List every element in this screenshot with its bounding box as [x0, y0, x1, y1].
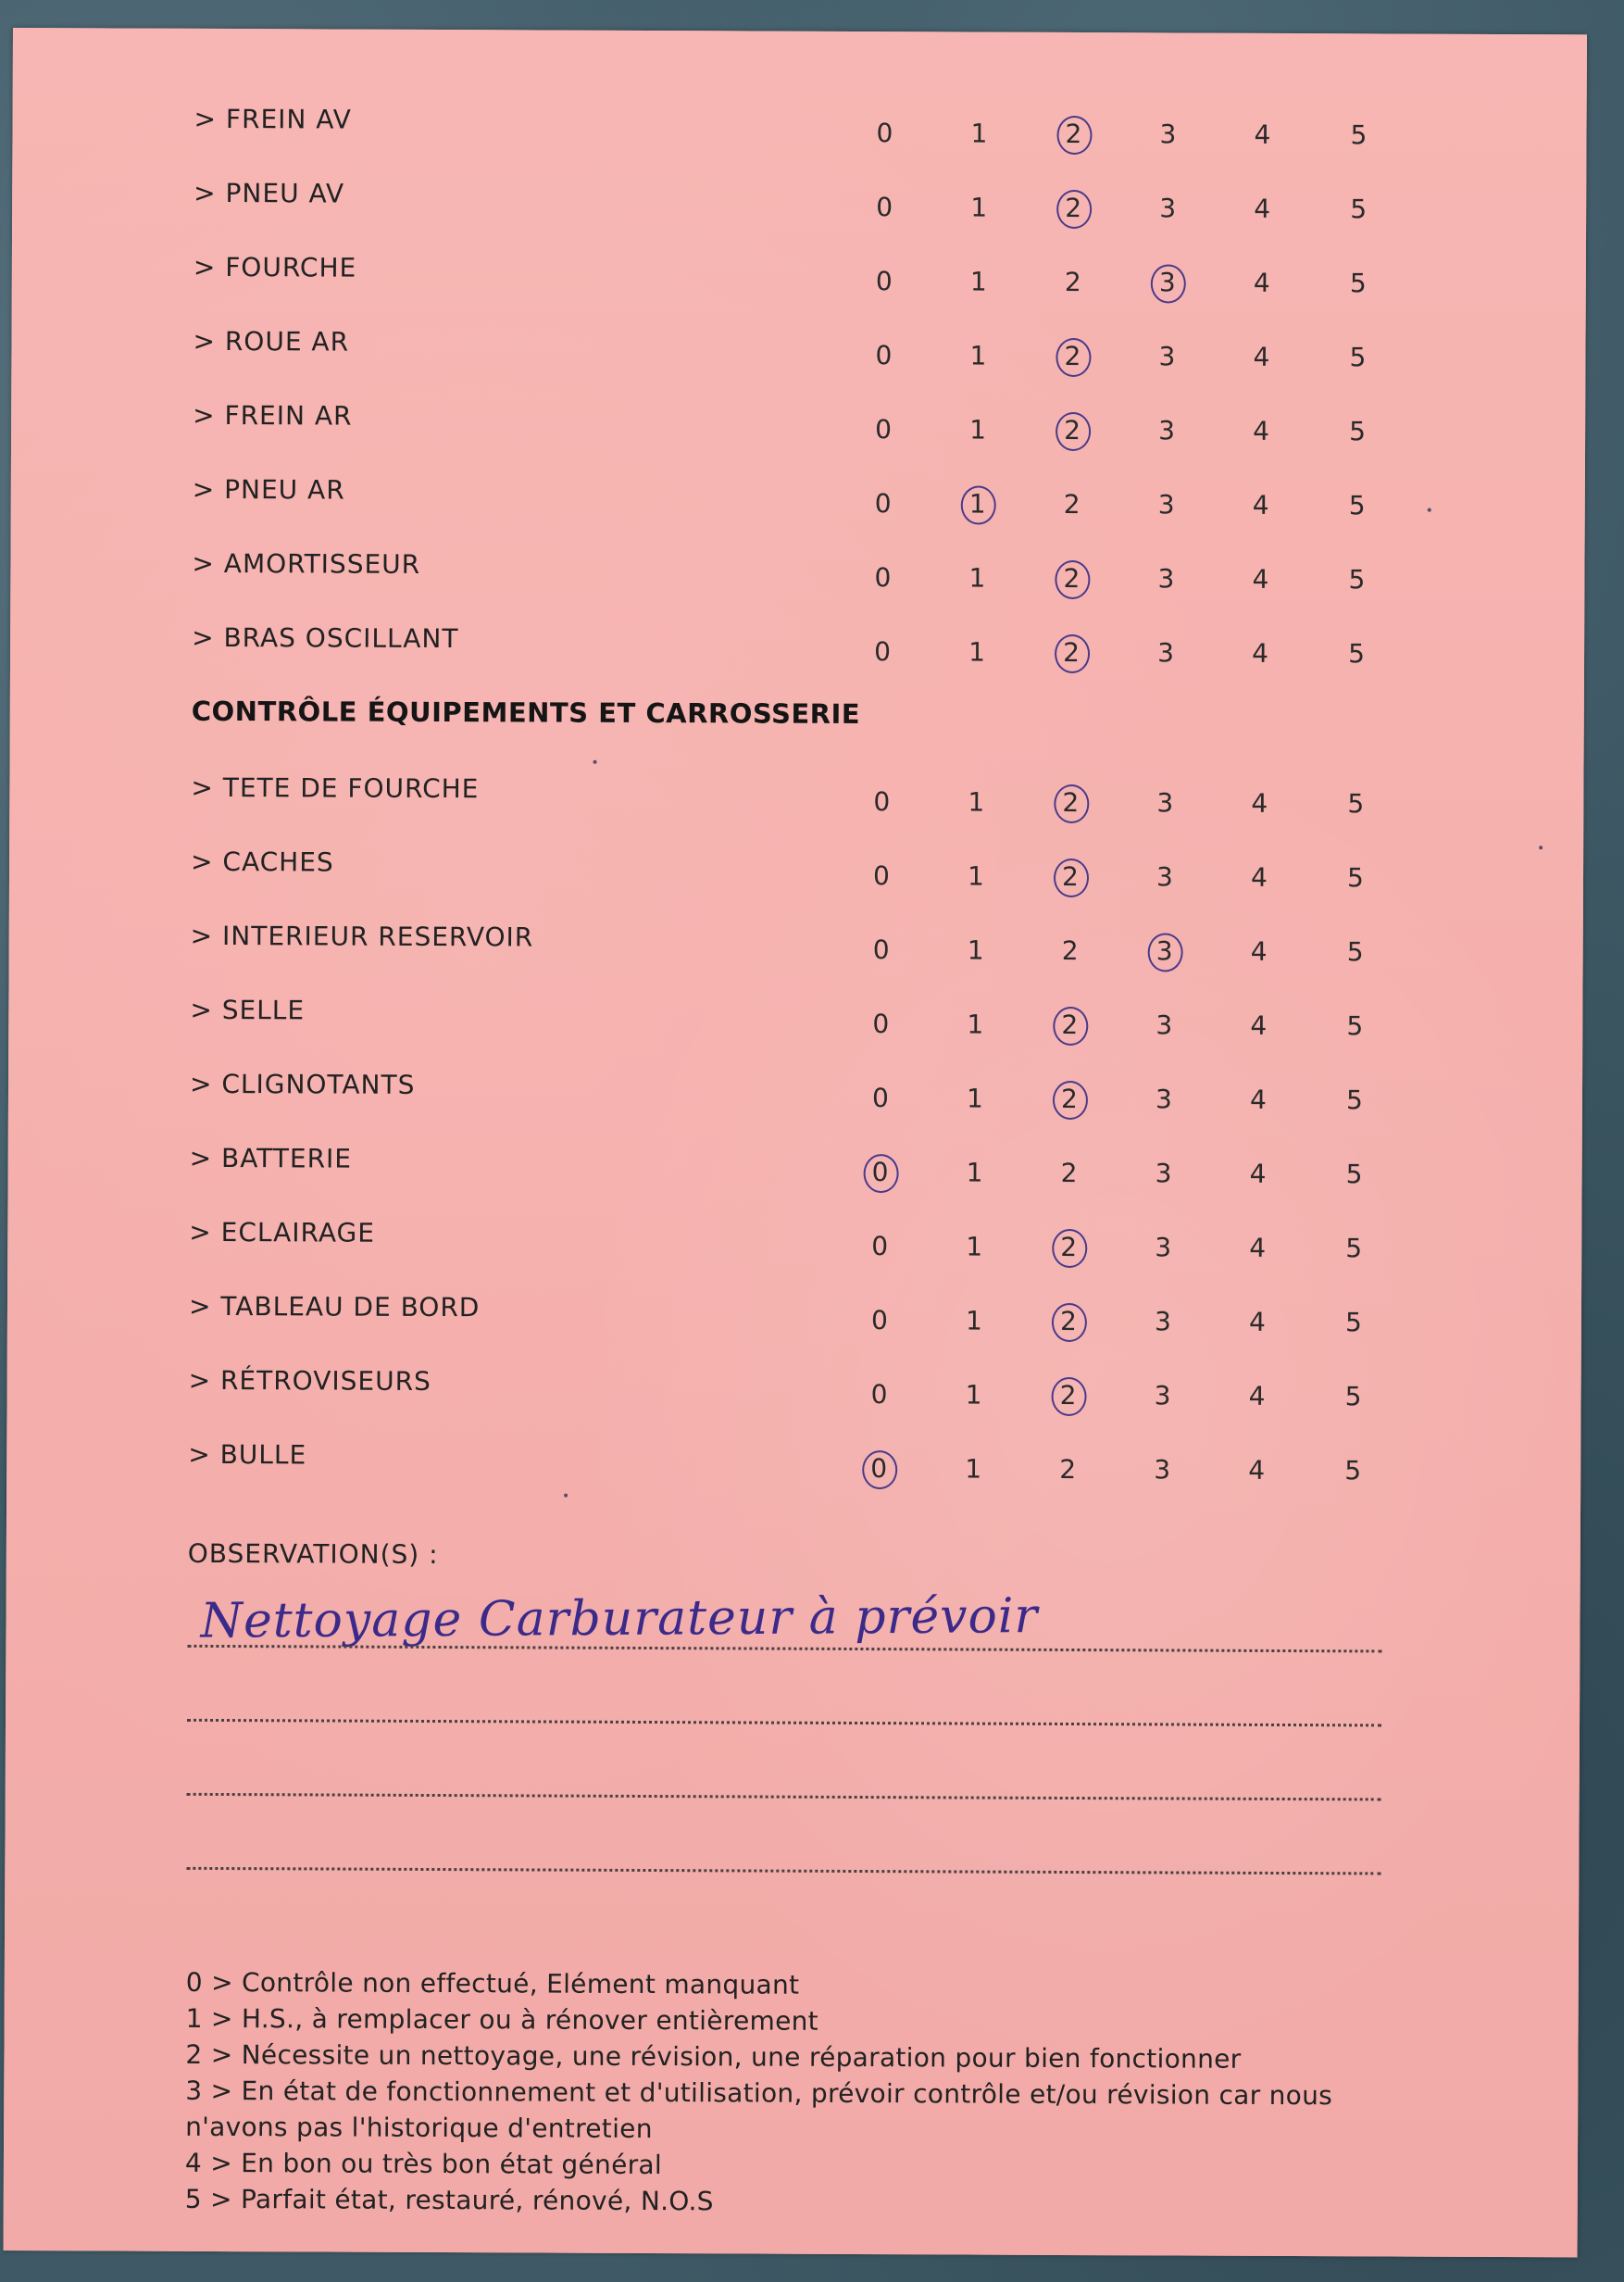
inspection-row [8, 991, 1582, 1053]
rating-option: 3 [1154, 1454, 1171, 1486]
paper-speck [1428, 508, 1431, 512]
rating-option: 3 [1156, 1009, 1173, 1041]
rating-option-circled: 2 [1055, 116, 1092, 153]
rating-option-circled: 0 [860, 1450, 897, 1487]
rating-option-circled: 2 [1050, 1229, 1087, 1266]
inspection-row-label: > FREIN AV [194, 103, 352, 135]
rating-option: 5 [1347, 862, 1364, 894]
rating-option: 4 [1251, 861, 1268, 893]
rating-option-circled: 2 [1053, 560, 1090, 597]
rating-options [12, 185, 1586, 229]
rating-option: 1 [967, 1009, 984, 1040]
rating-option: 4 [1252, 563, 1269, 595]
inspection-row [8, 1139, 1582, 1201]
rating-option: 2 [1061, 934, 1079, 967]
paper-speck [1539, 846, 1543, 849]
rating-option: 1 [965, 1305, 982, 1336]
rating-options [6, 1373, 1580, 1416]
rating-option: 4 [1249, 1158, 1267, 1189]
rating-option: 3 [1159, 193, 1177, 224]
rating-option: 2 [1059, 1453, 1077, 1486]
rating-option: 0 [875, 266, 893, 297]
legend-item-1: 1 > H.S., à remplacer ou à rénover entièrement [185, 2002, 819, 2037]
rating-option-circled: 2 [1052, 784, 1089, 821]
rating-option-circled: 2 [1055, 190, 1092, 227]
rating-options [7, 1224, 1581, 1268]
observation-line-1 [187, 1645, 1381, 1653]
inspection-row-label: > FOURCHE [193, 251, 357, 283]
rating-option: 5 [1345, 1159, 1363, 1190]
rating-option: 0 [872, 934, 890, 966]
rating-option: 3 [1155, 1158, 1172, 1189]
rating-option: 5 [1345, 1233, 1363, 1264]
inspection-sheet [4, 28, 1587, 2257]
rating-options [10, 556, 1584, 599]
rating-option: 3 [1159, 119, 1177, 150]
rating-option: 1 [969, 266, 987, 297]
rating-option-circled: 3 [1146, 933, 1183, 970]
inspection-row [10, 619, 1584, 681]
rating-option: 5 [1350, 194, 1368, 225]
inspection-row-label: > BRAS OSCILLANT [192, 621, 459, 655]
rating-option: 4 [1253, 341, 1270, 372]
rating-options [11, 333, 1585, 377]
rating-option: 3 [1158, 341, 1176, 372]
inspection-row [12, 174, 1586, 236]
rating-option: 5 [1346, 1010, 1364, 1042]
rating-option: 1 [966, 1083, 983, 1114]
rating-options [8, 1150, 1582, 1194]
rating-options [8, 1076, 1582, 1120]
rating-option: 0 [873, 860, 890, 892]
rating-option: 4 [1249, 1232, 1267, 1263]
inspection-row [12, 248, 1586, 310]
inspection-row-label: > BULLE [188, 1438, 307, 1471]
rating-option: 2 [1064, 266, 1081, 298]
rating-option: 0 [876, 192, 893, 223]
rating-option: 5 [1344, 1381, 1362, 1412]
rating-options [11, 482, 1585, 525]
rating-option: 0 [871, 1231, 889, 1262]
inspection-row [7, 1287, 1581, 1349]
inspection-row-label: > BATTERIE [189, 1142, 353, 1174]
inspection-row-label: > FREIN AR [193, 399, 353, 432]
inspection-row [11, 396, 1585, 458]
rating-option: 5 [1348, 564, 1366, 596]
rating-option-circled: 2 [1052, 859, 1089, 896]
rating-option: 0 [872, 1009, 890, 1040]
rating-option: 1 [965, 1453, 982, 1485]
inspection-row-label: > PNEU AR [192, 473, 345, 506]
rating-option: 5 [1349, 342, 1367, 373]
paper-speck [593, 760, 597, 764]
rating-option-circled: 1 [959, 485, 996, 522]
rating-option: 0 [874, 562, 892, 594]
rating-option: 3 [1157, 637, 1175, 669]
rating-option: 4 [1254, 193, 1271, 224]
observations-handwritten-note: Nettoyage Carburateur à prévoir [200, 1588, 1039, 1649]
rating-option: 4 [1250, 1009, 1268, 1041]
rating-option: 3 [1155, 1084, 1172, 1115]
rating-option: 5 [1345, 1085, 1363, 1116]
legend-item-2: 2 > Nécessite un nettoyage, une révision, une réparation pour bien fonctionner [185, 2038, 1242, 2075]
rating-options [11, 408, 1585, 451]
rating-option: 0 [870, 1379, 888, 1411]
rating-option: 1 [967, 934, 984, 966]
rating-option: 3 [1156, 861, 1173, 893]
rating-option: 1 [966, 1231, 983, 1262]
rating-options [8, 1002, 1582, 1046]
rating-option-circled: 2 [1051, 1007, 1088, 1044]
observation-line-4 [186, 1867, 1380, 1875]
rating-option: 1 [969, 340, 987, 371]
inspection-row [6, 1436, 1580, 1498]
inspection-row-label: > SELLE [190, 994, 306, 1026]
rating-option: 3 [1157, 489, 1175, 520]
observation-line-3 [187, 1793, 1381, 1801]
legend-item-4: 4 > En bon ou très bon état général [184, 2147, 663, 2181]
rating-option-circled: 2 [1050, 1303, 1087, 1340]
rating-option: 5 [1349, 268, 1367, 299]
rating-option: 5 [1348, 490, 1366, 521]
inspection-row [6, 1361, 1580, 1423]
inspection-row-label: > CLIGNOTANTS [189, 1068, 416, 1100]
observation-line-2 [187, 1719, 1381, 1727]
inspection-row-label: > TABLEAU DE BORD [188, 1290, 481, 1323]
rating-option: 4 [1253, 267, 1270, 298]
rating-options [9, 928, 1583, 972]
rating-option: 5 [1347, 788, 1365, 820]
inspection-row [9, 769, 1583, 831]
inspection-row-label: > PNEU AV [194, 177, 345, 209]
rating-option-circled: 2 [1053, 634, 1090, 671]
rating-option: 5 [1350, 119, 1368, 151]
rating-option: 3 [1157, 563, 1175, 595]
rating-option: 4 [1254, 119, 1271, 150]
rating-option: 4 [1248, 1380, 1266, 1411]
rating-option: 5 [1346, 936, 1364, 968]
rating-option-circled: 3 [1149, 264, 1186, 301]
rating-option: 0 [876, 118, 893, 149]
rating-option: 0 [871, 1083, 889, 1114]
rating-option: 1 [969, 414, 987, 445]
rating-legend [185, 1964, 1408, 2223]
legend-item-0: 0 > Contrôle non effectué, Elément manquant [185, 1966, 800, 2000]
rating-option: 5 [1344, 1307, 1362, 1338]
rating-option: 1 [970, 118, 988, 149]
inspection-row [12, 100, 1586, 162]
rating-option-circled: 0 [862, 1154, 899, 1191]
rating-option: 4 [1248, 1454, 1266, 1486]
rating-option: 1 [965, 1379, 982, 1411]
rating-option: 1 [970, 192, 988, 223]
inspection-row-label: > INTERIEUR RESERVOIR [190, 920, 534, 953]
rating-options [12, 111, 1586, 155]
rating-option: 4 [1252, 637, 1269, 669]
rating-option: 3 [1158, 415, 1176, 446]
section-title: CONTRÔLE ÉQUIPEMENTS ET CARROSSERIE [191, 695, 861, 730]
rating-option: 4 [1248, 1306, 1266, 1337]
rating-option: 3 [1154, 1306, 1171, 1337]
rating-option: 4 [1250, 935, 1268, 967]
inspection-row-label: > ROUE AR [193, 325, 350, 357]
rating-option: 3 [1154, 1380, 1171, 1411]
legend-item-3: 3 > En état de fonctionnement et d'utilisation, prévoir contrôle et/ou révision car nous n'avons pas l'historique d'entretien [185, 2075, 1333, 2145]
inspection-row [7, 1213, 1581, 1275]
rating-options [9, 780, 1583, 823]
rating-option: 3 [1155, 1232, 1172, 1263]
paper-speck [564, 1494, 568, 1498]
rating-option: 0 [870, 1305, 888, 1336]
rating-option: 1 [968, 786, 985, 818]
inspection-row [10, 545, 1584, 607]
rating-options [10, 630, 1584, 673]
rating-option: 0 [873, 786, 891, 818]
rating-option-circled: 2 [1054, 412, 1091, 449]
rating-option: 0 [874, 488, 892, 520]
rating-option: 5 [1348, 638, 1366, 670]
rating-option: 2 [1060, 1157, 1078, 1189]
inspection-row-label: > CACHES [191, 846, 334, 878]
rating-option: 4 [1253, 415, 1270, 446]
inspection-row [9, 917, 1583, 979]
rating-option-circled: 2 [1049, 1377, 1086, 1414]
rating-option: 5 [1349, 416, 1367, 447]
inspection-row [8, 1065, 1582, 1127]
inspection-row [11, 322, 1585, 384]
rating-option-circled: 2 [1054, 338, 1091, 375]
rating-option: 5 [1344, 1455, 1362, 1486]
rating-option: 4 [1251, 787, 1268, 819]
rating-options [7, 1298, 1581, 1342]
rating-options [12, 259, 1586, 303]
observations-title: OBSERVATION(S) : [187, 1537, 439, 1571]
rating-option: 1 [968, 860, 984, 892]
rating-option: 1 [968, 562, 986, 594]
rating-option: 1 [968, 636, 986, 668]
inspection-row-label: > AMORTISSEUR [192, 547, 421, 580]
rating-option: 2 [1063, 488, 1081, 520]
rating-option: 4 [1252, 489, 1269, 520]
rating-option-circled: 2 [1051, 1081, 1088, 1118]
rating-options [9, 854, 1583, 897]
rating-options [6, 1447, 1580, 1490]
inspection-row [9, 843, 1583, 905]
inspection-row [11, 470, 1585, 533]
rating-option: 0 [875, 414, 893, 445]
rating-option: 1 [966, 1157, 983, 1188]
legend-item-5: 5 > Parfait état, restauré, rénové, N.O.S [184, 2183, 714, 2217]
rating-option: 0 [874, 636, 892, 668]
rating-option: 0 [875, 340, 893, 371]
rating-option: 4 [1249, 1084, 1267, 1115]
inspection-row-label: > RÉTROVISEURS [188, 1364, 431, 1397]
rating-option: 3 [1156, 787, 1174, 819]
inspection-row-label: > TETE DE FOURCHE [191, 771, 480, 805]
inspection-row-label: > ECLAIRAGE [189, 1216, 376, 1248]
